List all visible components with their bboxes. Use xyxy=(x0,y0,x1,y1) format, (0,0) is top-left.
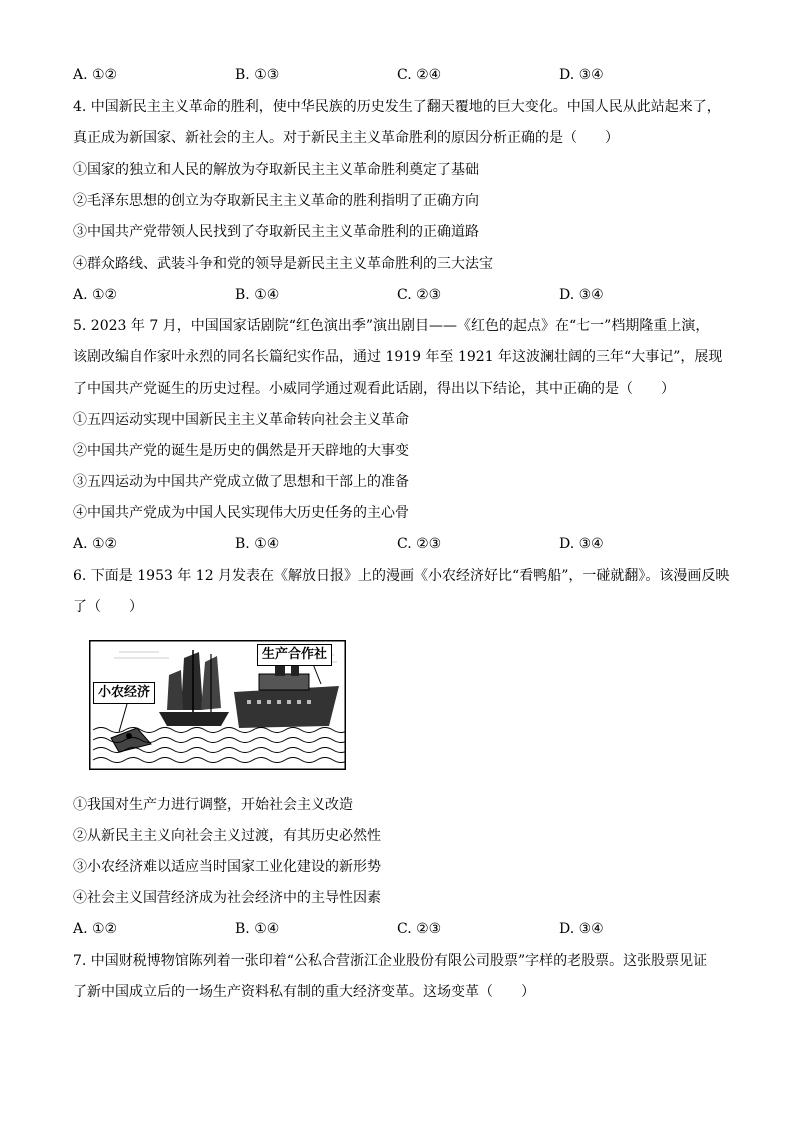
q6-stem-line1: 6. 下面是 1953 年 12 月发表在《解放日报》上的漫画《小农经济好比“看鸭船”，一碰就翻》。该漫画反映 xyxy=(73,568,730,584)
option-b: B. ①③ xyxy=(235,67,280,83)
option-a: A. ①② xyxy=(73,67,118,83)
option-c: C. ②④ xyxy=(397,67,442,83)
option-a: A. ①② xyxy=(73,287,118,303)
q4-stem-line1: 4. 中国新民主主义革命的胜利，使中华民族的历史发生了翻天覆地的巨大变化。中国人民从此站起来了， xyxy=(73,99,721,115)
q5-item-2: ②中国共产党的诞生是历史的偶然是开天辟地的大事变 xyxy=(73,443,409,459)
q5-item-4: ④中国共产党成为中国人民实现伟大历史任务的主心骨 xyxy=(73,505,409,521)
option-d: D. ③④ xyxy=(559,921,604,937)
q3-options xyxy=(73,65,723,85)
q7-stem-line2: 了新中国成立后的一场生产资料私有制的重大经济变革。这场变革（ ） xyxy=(73,984,535,1000)
cartoon-label-small-farm-economy: 小农经济 xyxy=(93,682,155,704)
q7-stem-line1: 7. 中国财税博物馆陈列着一张印着“公私合营浙江企业股份有限公司股票”字样的老股票。这张股票见证 xyxy=(73,953,708,969)
q5-stem-line1: 5. 2023 年 7 月，中国国家话剧院“红色演出季”演出剧目——《红色的起点》在“七一”档期隆重上演， xyxy=(73,318,710,334)
option-d: D. ③④ xyxy=(559,67,604,83)
q4-item-2: ②毛泽东思想的创立为夺取新民主主义革命的胜利指明了正确方向 xyxy=(73,193,479,209)
q4-options xyxy=(73,285,723,305)
option-b: B. ①④ xyxy=(235,287,280,303)
q4-stem-line2: 真正成为新国家、新社会的主人。对于新民主主义革命胜利的原因分析正确的是（ ） xyxy=(73,130,619,146)
q6-item-3: ③小农经济难以适应当时国家工业化建设的新形势 xyxy=(73,859,381,875)
q4-item-3: ③中国共产党带领人民找到了夺取新民主主义革命胜利的正确道路 xyxy=(73,224,479,240)
option-b: B. ①④ xyxy=(235,536,280,552)
option-b: B. ①④ xyxy=(235,921,280,937)
q4-item-4: ④群众路线、武装斗争和党的领导是新民主主义革命胜利的三大法宝 xyxy=(73,256,493,272)
q5-item-3: ③五四运动为中国共产党成立做了思想和干部上的准备 xyxy=(73,474,409,490)
q6-item-4: ④社会主义国营经济成为社会经济中的主导性因素 xyxy=(73,890,381,906)
q5-stem-line3: 了中国共产党诞生的历史过程。小威同学通过观看此话剧，得出以下结论，其中正确的是（ ） xyxy=(73,381,675,397)
option-d: D. ③④ xyxy=(559,287,604,303)
q4-item-1: ①国家的独立和人民的解放为夺取新民主主义革命胜利奠定了基础 xyxy=(73,162,479,178)
q6-stem-line2: 了（ ） xyxy=(73,599,143,615)
q5-options xyxy=(73,534,723,554)
q5-item-1: ①五四运动实现中国新民主主义革命转向社会主义革命 xyxy=(73,412,409,428)
option-c: C. ②③ xyxy=(397,287,442,303)
option-d: D. ③④ xyxy=(559,536,604,552)
q6-options xyxy=(73,919,723,939)
cartoon-figure xyxy=(89,640,346,770)
cartoon-label-cooperative: 生产合作社 xyxy=(257,644,332,666)
q6-item-2: ②从新民主主义向社会主义过渡，有其历史必然性 xyxy=(73,828,381,844)
option-c: C. ②③ xyxy=(397,921,442,937)
q6-item-1: ①我国对生产力进行调整，开始社会主义改造 xyxy=(73,797,353,813)
option-a: A. ①② xyxy=(73,536,118,552)
option-c: C. ②③ xyxy=(397,536,442,552)
option-a: A. ①② xyxy=(73,921,118,937)
q5-stem-line2: 该剧改编自作家叶永烈的同名长篇纪实作品，通过 1919 年至 1921 年这波澜壮阔的三年“大事记”，展现 xyxy=(73,349,723,365)
